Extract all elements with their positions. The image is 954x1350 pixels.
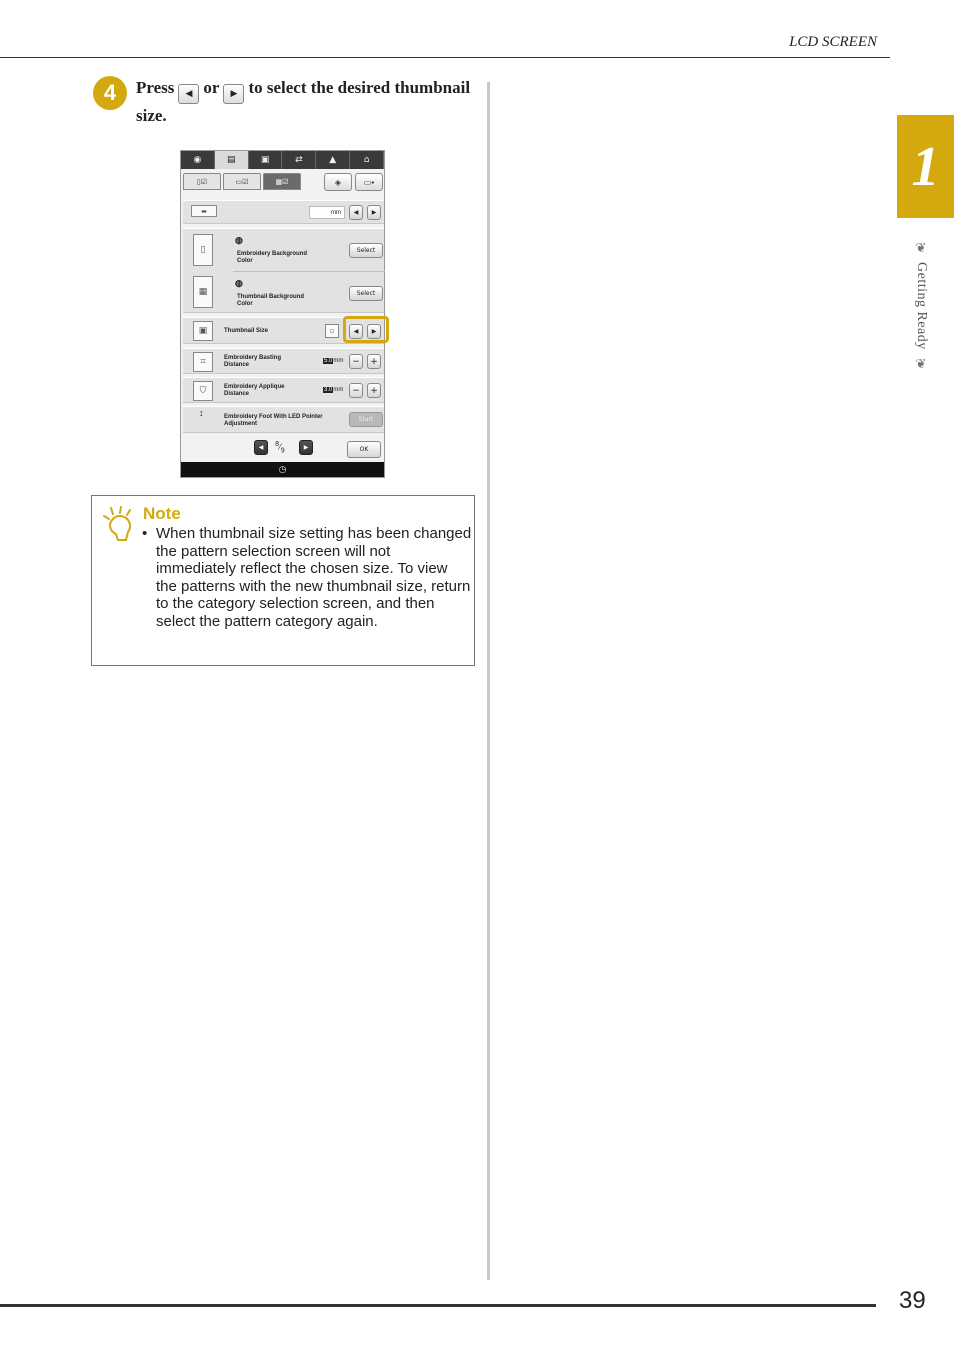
thumbnail-size-icon: ▣ xyxy=(193,321,213,341)
thumbnail-size-prev-button: ◀ xyxy=(349,324,363,339)
chapter-number: 1 xyxy=(911,135,940,198)
applique-icon: ⛉ xyxy=(193,381,213,401)
separator xyxy=(233,271,385,272)
lcd-row-applique xyxy=(183,377,384,403)
lcd-row-basting xyxy=(183,348,384,374)
basting-icon: ⌗ xyxy=(193,352,213,372)
ruler-icon: ▬ xyxy=(191,205,217,217)
sewing-settings-icon: ▯☑ xyxy=(183,173,221,190)
note-text: When thumbnail size setting has been changed the pattern selection screen will not immediately reflect the chosen size. To view the patterns with the new thumbnail size, return to the category selection screen, and then select the pattern category again. xyxy=(156,525,472,630)
step-text-after: to select the desired thumbnail size. xyxy=(136,78,471,125)
thumbnail-preview-icon: ▫ xyxy=(325,324,339,338)
lcd-bottom-bar xyxy=(181,462,384,477)
camera-icon: ◉ xyxy=(181,151,215,169)
step-instruction xyxy=(136,76,476,128)
step-text-or: or xyxy=(203,78,220,97)
units-prev-button: ◀ xyxy=(349,205,363,220)
thumbnail-bg-label: Thumbnail Background Color xyxy=(237,294,305,307)
basting-value: 5.0mm xyxy=(324,358,344,364)
ok-button: OK xyxy=(347,441,381,458)
chapter-side-label xyxy=(908,240,934,410)
embroidery-frame-icon: ▯ xyxy=(193,234,213,266)
reset-icon: ◈ xyxy=(324,173,352,191)
chapter-tab xyxy=(897,115,954,218)
thumbnail-grid-icon: ▦ xyxy=(193,276,213,308)
ornament-icon: ❦ xyxy=(915,240,927,255)
machine-icon: ⇄ xyxy=(282,151,316,169)
applique-value: 3.0mm xyxy=(324,387,344,393)
lightbulb-icon xyxy=(102,506,136,546)
embroidery-bg-label: Embroidery Background Color xyxy=(237,251,308,264)
home-icon: ⌂ xyxy=(350,151,384,169)
note-title: Note xyxy=(143,504,181,523)
highlight-frame xyxy=(343,316,389,343)
help-icon: ▣ xyxy=(249,151,283,169)
column-divider xyxy=(487,82,490,1280)
left-arrow-key-icon: ◀ xyxy=(178,84,199,104)
lcd-row-background-colors xyxy=(183,228,384,313)
applique-minus-button: − xyxy=(349,383,363,398)
applique-plus-button: + xyxy=(367,383,381,398)
general-settings-icon: ▭☑ xyxy=(223,173,261,190)
step-text-before: Press xyxy=(136,78,175,97)
page-next-button: ▶ xyxy=(299,440,313,455)
footer-rule xyxy=(0,1304,876,1307)
page-indicator: $^8⁄_9$ xyxy=(275,440,285,455)
embroidery-bg-select-button: Select xyxy=(349,243,383,258)
note-box xyxy=(91,495,475,666)
led-pointer-icon: ↕ xyxy=(199,408,204,418)
tools-icon: ▭▪ xyxy=(355,173,383,191)
ornament-icon: ❦ xyxy=(915,355,927,371)
clock-icon: ◷ xyxy=(278,464,287,475)
embroidery-settings-icon: ▦☑ xyxy=(263,173,301,190)
thumbnail-bg-select-button: Select xyxy=(349,286,383,301)
lcd-main-tabs xyxy=(181,151,384,169)
lcd-row-led-pointer xyxy=(183,406,384,433)
lcd-screen-illustration xyxy=(180,150,385,478)
right-arrow-key-icon: ▶ xyxy=(223,84,244,104)
lock-icon: ▲ xyxy=(316,151,350,169)
header-title: LCD SCREEN xyxy=(789,34,877,50)
basting-plus-button: + xyxy=(367,354,381,369)
basting-minus-button: − xyxy=(349,354,363,369)
note-bullet: • xyxy=(142,525,148,542)
foot-led-label: Embroidery Foot With LED Pointer Adjustment xyxy=(224,414,323,427)
lcd-row-units xyxy=(183,200,384,224)
basting-label: Embroidery Basting Distance xyxy=(224,355,282,368)
thumbnail-size-next-button: ▶ xyxy=(367,324,381,339)
thread-spool-icon: ◍ xyxy=(235,278,243,288)
header-rule xyxy=(0,57,890,58)
led-start-button: Start xyxy=(349,412,383,427)
step-number-badge: 4 xyxy=(93,76,127,110)
lcd-sub-tabs xyxy=(183,173,301,190)
thumbnail-size-label: Thumbnail Size xyxy=(224,328,269,334)
units-value: mm xyxy=(309,206,345,219)
thread-spool-icon: ◍ xyxy=(235,235,243,245)
applique-label: Embroidery Applique Distance xyxy=(224,384,285,397)
document-icon: ▤ xyxy=(215,151,249,169)
units-next-button: ▶ xyxy=(367,205,381,220)
page-number: 39 xyxy=(899,1287,926,1314)
page-prev-button: ◀ xyxy=(254,440,268,455)
chapter-label: Getting Ready xyxy=(914,262,929,350)
